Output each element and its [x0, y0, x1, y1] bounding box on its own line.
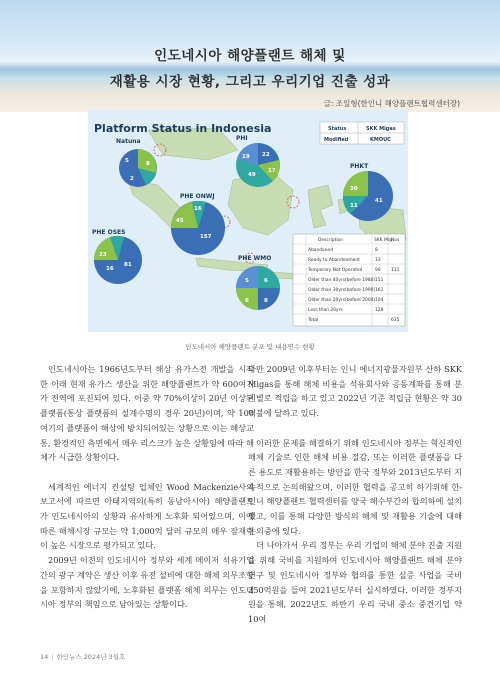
table-cell: Ready to Abandonment [308, 258, 360, 263]
publication-name: 한인뉴스 2024년 3월호 [56, 653, 126, 661]
left-paragraph-3: 2009년 이전의 인도네시아 정부와 세계 메이저 석유기업간의 광구 계약은 생산 이후 유전 설비에 대한 해체 의무조항을 포함하지 않았기에, 노후화된 플랫폼 해체 의무는 인도네시아 정부의 책임으로 남아있는 상황이다. [40, 555, 254, 610]
platform-status-map-figure [88, 110, 408, 332]
table-cell: 151 [375, 278, 384, 283]
phkt-value-2: 11 [350, 203, 358, 209]
table-header-nos: Nos [391, 238, 400, 243]
onwj-value-3: 157 [200, 234, 212, 240]
legend-modified: Modified [324, 137, 349, 143]
table-cell: 128 [375, 308, 384, 313]
page-footer: 14 | 한인뉴스 2024년 3월호 [40, 653, 126, 661]
label-phi: PHI [236, 135, 248, 142]
onwj-value-1: 45 [176, 218, 184, 224]
table-header-skk: SKK Mig [374, 238, 392, 243]
platform-status-table [293, 234, 405, 326]
wmo-value-1: 5 [245, 278, 249, 284]
table-cell: Less than 20yrs [308, 308, 343, 313]
phi-value-3: 49 [248, 172, 256, 178]
phkt-value-3: 41 [375, 198, 383, 204]
title-line-2: 재활용 시장 현황, 그리고 우리기업 진출 성과 [109, 74, 391, 90]
figure-title: Platform Status in Indonesia [94, 122, 272, 135]
table-cell: 111 [391, 268, 400, 273]
natuna-value-3: 2 [130, 176, 134, 182]
oses-value-3: 81 [124, 262, 132, 268]
table-cell: Temporary Not Operated [308, 268, 363, 273]
table-cell: Older than 40yrs(before 1980) [308, 278, 376, 283]
phi-value-2: 22 [262, 152, 270, 158]
author-byline: 글: 조일형(한인니 해양플랜트협력센터장) [323, 99, 460, 108]
wmo-value-3: 6 [245, 298, 249, 304]
figure-legend [320, 122, 404, 144]
phkt-value-1: 30 [350, 186, 358, 192]
phi-value-4: 17 [268, 168, 276, 174]
legend-status: Status [328, 126, 347, 132]
wmo-value-2: 6 [264, 278, 268, 284]
table-cell: Total [308, 318, 319, 323]
article-title [0, 44, 500, 90]
right-paragraph-1: 다만 2009년 이후부터는 인니 에너지광물자원부 산하 SKK Migas를 통해 해체 비용을 석유회사와 공동계좌를 통해 분기별로 적립을 하고 있고 2022년 기준 적립금 현황은 약 30억불에 달하고 있다. [248, 364, 462, 419]
natuna-value-1: 5 [125, 158, 129, 164]
oses-value-2: 16 [106, 266, 114, 272]
table-cell: 8 [375, 248, 378, 253]
onwj-value-2: 16 [194, 206, 202, 212]
left-column [40, 362, 254, 612]
right-paragraph-2: 이러한 문제를 해결하기 위해 인도네시아 정부는 혁신적인 해체 기술로 인한 해체 비용 절감, 또는 이러한 플랫폼을 다른 용도로 재활용하는 방안을 한국 정부와 2013년도부터 지속적으로 논의해왔으며, 이러한 협력을 공고히 하기위해 한-인니 해양플랜트 협력센터를 양국 해수부간의 합의하에 설치했고, 이를 통해 다양한 방식의 해체 및 재활용 기술에 대해 논의중에 있다. [248, 437, 462, 536]
right-paragraph-3: 더 나아가서 우리 정부는 우리 기업의 해체 분야 진출 지원을 위해 국비를 지원하여 인도네시아 해양플랜트 해체 분야 연구 및 인도네시아 정부와 협의를 통한 실증 사업을 국비 250억원을 들여 2021년도부터 실시하였다. 이러한 정부지원을 통해, 2022년도 하반기 우리 국내 중소 중견기업 약 10여 [248, 540, 462, 624]
table-cell: Older than 20yrs(before 2000) [308, 298, 376, 303]
table-cell: Abandoned [308, 248, 334, 253]
table-cell: Older than 30yrs(before 1990) [308, 288, 376, 293]
table-cell: 13 [375, 258, 381, 263]
left-paragraph-2: 세계적인 에너지 컨설팅 업체인 Wood Mackenzie사의 보고서에 따르면 아태지역의(특히 동남아시아) 해양플랜트가 인도네시아의 상황과 유사하게 노후화 되어있으며, 이에 따른 해체시장 규모는 약 1,000억 달러 규모의 매우 잠재력이 높은 시장으로 평가되고 있다. [40, 481, 254, 551]
table-cell: 635 [391, 318, 400, 323]
right-column [248, 362, 462, 627]
title-line-1: 인도네시아 해양플랜트 해체 및 [154, 48, 346, 64]
label-phkt: PHKT [350, 163, 369, 170]
label-phe-onwj: PHE ONWJ [180, 193, 215, 200]
label-natuna: Natuna [116, 138, 141, 145]
table-cell: 90 [375, 268, 381, 273]
label-phe-oses: PHE OSES [92, 229, 126, 236]
phi-value-1: 19 [242, 154, 250, 160]
table-header-description: Description [318, 238, 344, 243]
left-paragraph-1: 인도네시아는 1966년도부터 해상 유가스전 개발을 시작한 이래 현재 유가스 생산을 위한 해양플랜트가 약 600여기가 전역에 포진되어 있다. 이중 약 70%이상이 20년 이상된 플랫폼(통상 플랫폼의 설계수명의 경우 20년)이며, 약 100여기의 플랫폼이 해상에 방치되어있는 상황으로 이는 해상교통, 환경적인 측면에서 매우 리스크가 높은 상황임에 따라 해체가 시급한 상황이다. [40, 364, 254, 463]
page-number: 14 [40, 653, 49, 661]
oses-value-1: 23 [99, 252, 107, 258]
table-cell: 104 [375, 298, 384, 303]
figure-caption: 인도네시아 해양플랜트 분포 및 내용연수 현황 [185, 343, 315, 351]
table-cell: 161 [375, 288, 384, 293]
natuna-value-2: 8 [146, 161, 150, 167]
wmo-value-4: 8 [264, 298, 268, 304]
legend-skk: SKK Migas [366, 126, 396, 132]
legend-kmouc: KMOUC [370, 137, 391, 143]
label-phe-wmo: PHE WMO [238, 255, 272, 262]
